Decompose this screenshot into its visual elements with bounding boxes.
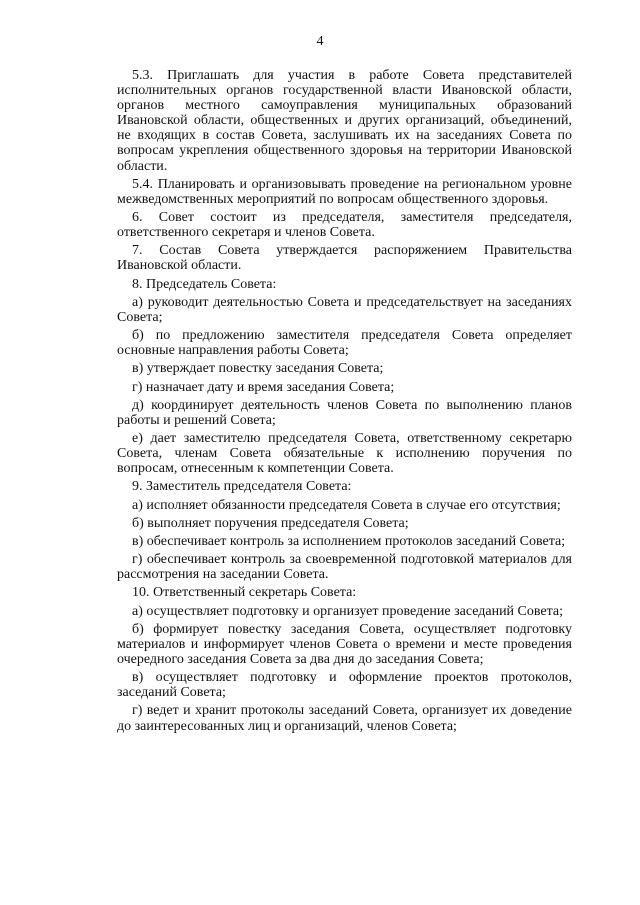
list-item-9b: б) выполняет поручения председателя Совета; xyxy=(132,515,409,531)
list-item-10g: г) ведет и хранит протоколы заседаний Совета, организует их доведение до заинтересованных лиц и организаций, членов Совета; xyxy=(117,703,572,734)
list-item-9v: в) обеспечивает контроль за исполнением протоколов заседаний Совета; xyxy=(132,533,566,549)
list-item-9a: а) исполняет обязанности председателя Совета в случае его отсутствия; xyxy=(132,497,561,513)
list-item-8a: а) руководит деятельностью Совета и председательствует на заседаниях Совета; xyxy=(117,294,572,325)
paragraph-7: 7. Состав Совета утверждается распоряжением Правительства Ивановской области. xyxy=(117,243,572,274)
list-item-8e: е) дает заместителю председателя Совета, ответственному секретарю Совета, членам Совета обязательные к исполнению поручения по вопросам, отнесенным к компетенции Совета. xyxy=(117,431,572,477)
paragraph-8-heading: 8. Председатель Совета: xyxy=(132,276,277,292)
list-item-8b: б) по предложению заместителя председателя Совета определяет основные направления работы Совета; xyxy=(117,328,572,359)
list-item-10a: а) осуществляет подготовку и организует проведение заседаний Совета; xyxy=(132,603,564,619)
list-item-10b: б) формирует повестку заседания Совета, осуществляет подготовку материалов и информирует членов Совета о времени и месте проведения очередного заседания Совета за два дня до заседания Совета; xyxy=(117,621,572,667)
list-item-8g: г) назначает дату и время заседания Совета; xyxy=(132,379,395,395)
paragraph-5-4: 5.4. Планировать и организовывать проведение на региональном уровне межведомственных мероприятий по вопросам общественного здоровья. xyxy=(117,176,572,207)
paragraph-5-3: 5.3. Приглашать для участия в работе Совета представителей исполнительных органов государственной власти Ивановской области, органов местного самоуправления муниципальных образований Ивановской области, общественных и других организаций, объединений, не входящих в состав Совета, заслушивать их на заседаниях Совета по вопросам укрепления общественного здоровья на территории Ивановской области. xyxy=(117,68,572,174)
paragraph-6: 6. Совет состоит из председателя, заместителя председателя, ответственного секретаря и членов Совета. xyxy=(117,210,572,241)
list-item-8v: в) утверждает повестку заседания Совета; xyxy=(132,361,384,377)
list-item-8d: д) координирует деятельность членов Совета по выполнению планов работы и решений Совета; xyxy=(117,397,572,428)
paragraph-9-heading: 9. Заместитель председателя Совета: xyxy=(132,479,352,495)
list-item-9g: г) обеспечивает контроль за своевременной подготовкой материалов для рассмотрения на заседании Совета. xyxy=(117,552,572,583)
page-number: 4 xyxy=(316,34,324,49)
paragraph-10-heading: 10. Ответственный секретарь Совета: xyxy=(132,585,357,601)
list-item-10v: в) осуществляет подготовку и оформление проектов протоколов, заседаний Совета; xyxy=(117,670,572,701)
document-body xyxy=(117,68,572,737)
